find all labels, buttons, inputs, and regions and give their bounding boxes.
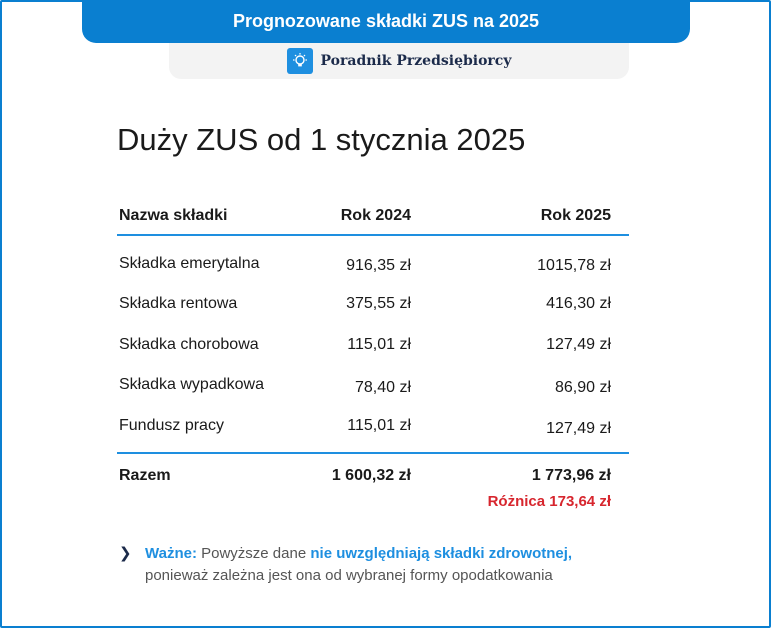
- table-row-name: Składka rentowa: [119, 295, 238, 312]
- total-label: Razem: [119, 467, 171, 484]
- page-title: Duży ZUS od 1 stycznia 2025: [117, 122, 526, 157]
- table-row-2025: 86,90 zł: [554, 379, 611, 396]
- table-row-2025: 1015,78 zł: [537, 257, 611, 274]
- total-2024: 1 600,32 zł: [331, 467, 411, 484]
- table-row-2025: 127,49 zł: [546, 420, 611, 437]
- note-emphasis: nie uwzględniają składki zdrowotnej,: [310, 545, 573, 562]
- lightbulb-icon: [287, 48, 313, 74]
- banner-title: Prognozowane składki ZUS na 2025: [232, 11, 540, 31]
- table-row-2024: 78,40 zł: [354, 379, 411, 396]
- table-row-2024: 375,55 zł: [346, 295, 411, 312]
- total-2025: 1 773,96 zł: [531, 467, 611, 484]
- brand-bar: [169, 43, 629, 79]
- column-header-name: Nazwa składki: [119, 207, 228, 224]
- table-row-name: Fundusz pracy: [119, 417, 224, 434]
- table-row-2025: 416,30 zł: [546, 295, 611, 312]
- difference-value: Różnica 173,64 zł: [487, 493, 611, 510]
- chevron-right-icon: ❯: [119, 545, 132, 562]
- total-divider: [117, 452, 629, 454]
- header-divider: [117, 234, 629, 236]
- table-row-2025: 127,49 zł: [546, 336, 611, 353]
- table-row-2024: 115,01 zł: [347, 336, 411, 353]
- table-row-name: Składka chorobowa: [119, 336, 259, 353]
- brand-name: Poradnik Przedsiębiorcy: [320, 53, 512, 69]
- top-banner: [82, 0, 690, 43]
- table-row-name: Składka emerytalna: [119, 255, 260, 272]
- table-row-2024: 115,01 zł: [347, 417, 411, 434]
- note-text-after: ponieważ zależna jest ona od wybranej formy opodatkowania: [145, 567, 553, 584]
- column-header-2025: Rok 2025: [540, 207, 611, 224]
- column-header-2024: Rok 2024: [340, 207, 411, 224]
- table-row-name: Składka wypadkowa: [119, 376, 264, 393]
- table-row-2024: 916,35 zł: [346, 257, 411, 274]
- note-lead: Ważne:: [145, 545, 197, 562]
- note: [119, 543, 639, 587]
- note-text-before: Powyższe dane: [196, 545, 311, 562]
